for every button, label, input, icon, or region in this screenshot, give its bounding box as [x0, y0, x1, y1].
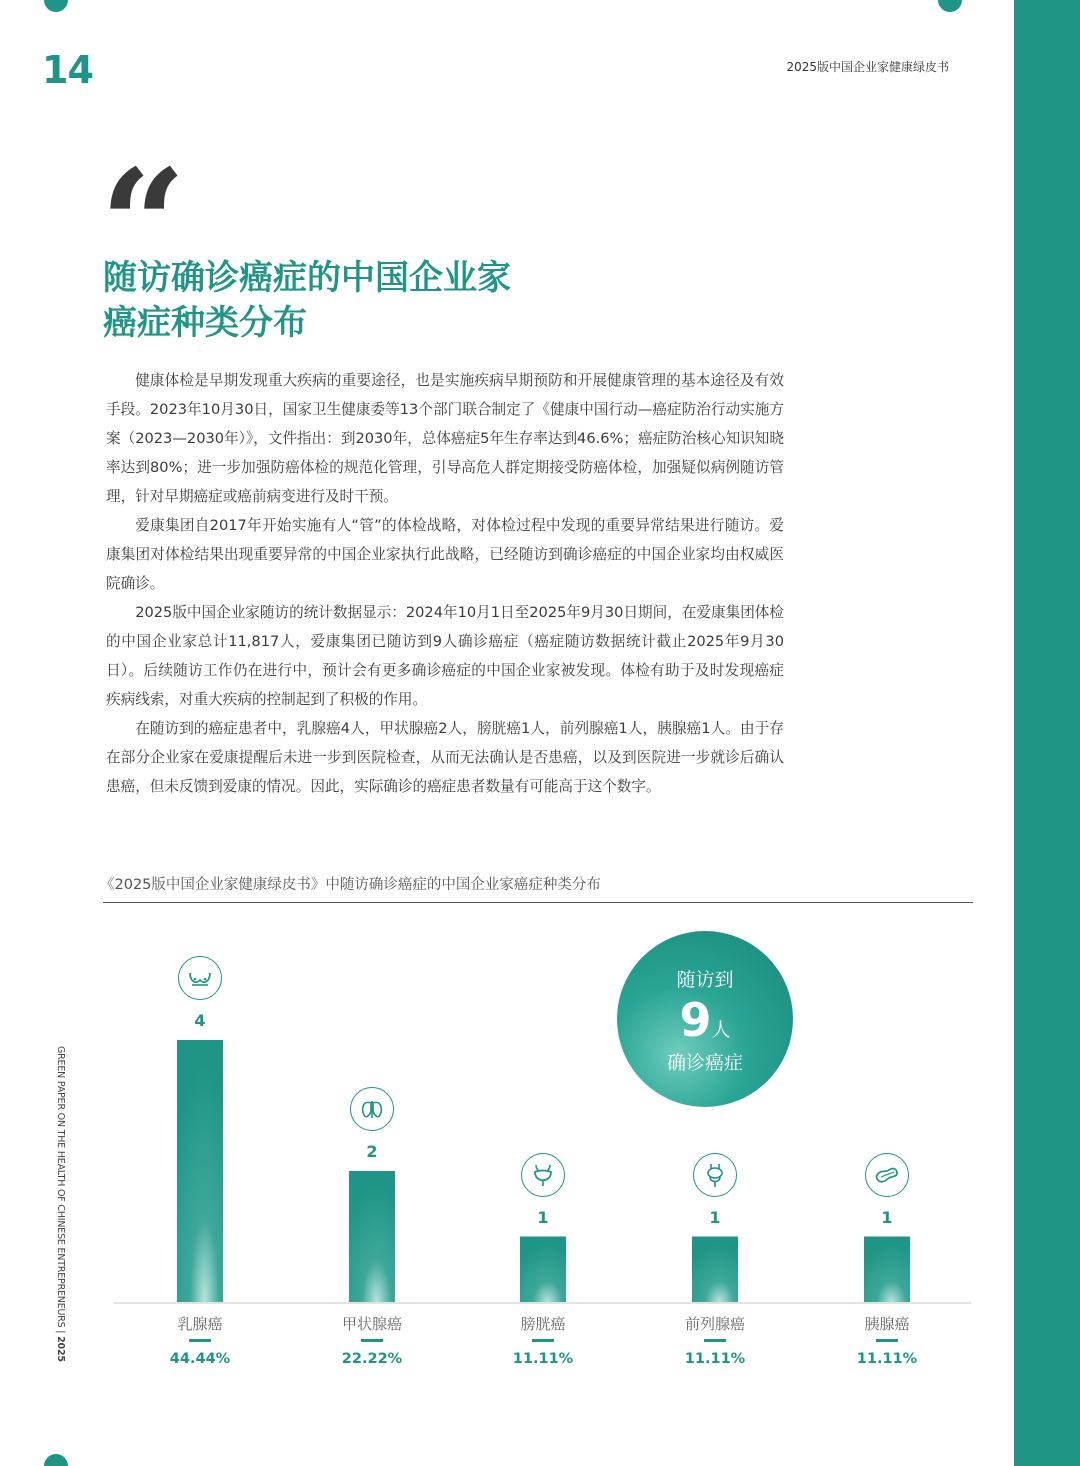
percentage-divider [876, 1339, 898, 1342]
breast-icon [178, 956, 222, 1000]
header-title: 2025版中国企业家健康绿皮书 [786, 60, 949, 74]
percentage-divider [532, 1339, 554, 1342]
bladder-icon [521, 1153, 565, 1197]
badge-number: 9 [679, 993, 712, 1047]
side-caption-text: GREEN PAPER ON THE HEALTH OF CHINESE ENTREPRENEURS [55, 1046, 66, 1328]
bar-4 [692, 1237, 738, 1303]
corner-dot-top-left [44, 0, 68, 12]
body-paragraph: 健康体检是早期发现重大疾病的重要途径，也是实施疾病早期预防和开展健康管理的基本途径及有效手段。2023年10月30日，国家卫生健康委等13个部门联合制定了《健康中国行动—癌症防治行动实施方案（2023—2030年）》，文件指出：到2030年，总体癌症5年生存率达到46.6%；癌症防治核心知识知晓率达到80%；进一步加强防癌体检的规范化管理，引导高危人群定期接受防癌体检，加强疑似病例随访管理，针对早期癌症或癌前病变进行及时干预。 [106, 372, 784, 505]
percentage-label: 44.44% [169, 1351, 231, 1367]
pancreas-icon [865, 1153, 909, 1197]
bar-2 [349, 1171, 395, 1302]
side-caption: GREEN PAPER ON THE HEALTH OF CHINESE ENTREPRENEURS | 2025 [55, 1046, 66, 1362]
quote-mark-icon: “ [100, 137, 187, 313]
category-label: 乳腺癌 [177, 1315, 223, 1333]
percentage-divider [189, 1339, 211, 1342]
bar-1 [177, 1040, 223, 1302]
body-text [106, 366, 784, 801]
category-label: 甲状腺癌 [341, 1315, 402, 1333]
page-title-line-2: 癌症种类分布 [103, 303, 307, 343]
body-paragraph: 在随访到的癌症患者中，乳腺癌4人，甲状腺癌2人，膀胱癌1人，前列腺癌1人，胰腺癌1人。由于存在部分企业家在爱康提醒后未进一步到医院检查，从而无法确认是否患癌，以及到医院进一步就诊后确认患癌，但未反馈到爱康的情况。因此，实际确诊的癌症患者数量有可能高于这个数字。 [106, 720, 784, 795]
percentage-label: 22.22% [341, 1351, 403, 1367]
side-caption-year: 2025 [55, 1336, 66, 1362]
bar-value-label: 4 [194, 1011, 206, 1030]
corner-dot-bottom-left [44, 1454, 68, 1466]
percentage-label: 11.11% [684, 1351, 746, 1367]
side-color-band [1014, 0, 1080, 1466]
percentage-label: 11.11% [512, 1351, 574, 1367]
category-label: 膀胱癌 [520, 1315, 566, 1333]
page-title [103, 256, 511, 346]
page-title-line-1: 随访确诊癌症的中国企业家 [103, 258, 511, 298]
prostate-icon [693, 1153, 737, 1197]
bar-value-label: 1 [709, 1207, 721, 1227]
figure-caption: 《2025版中国企业家健康绿皮书》中随访确诊癌症的中国企业家癌症种类分布 [100, 877, 601, 893]
page-number: 14 [42, 48, 93, 92]
body-paragraph: 2025版中国企业家随访的统计数据显示：2024年10月1日至2025年9月30日期间，在爱康集团体检的中国企业家总计11,817人，爱康集团已随访到9人确诊癌症（癌症随访数据统计截止2025年9月30日）。后续随访工作仍在进行中，预计会有更多确诊癌症的中国企业家被发现。体检有助于及时发现癌症疾病线索，对重大疾病的控制起到了积极的作用。 [106, 604, 784, 708]
category-label: 前列腺癌 [684, 1315, 745, 1333]
badge-top-text: 随访到 [676, 969, 734, 991]
thyroid-icon [350, 1087, 394, 1131]
caption-divider [103, 902, 973, 903]
percentage-label: 11.11% [856, 1351, 918, 1367]
bar-value-label: 2 [366, 1142, 378, 1161]
badge-count [617, 993, 793, 1047]
category-label: 胰腺癌 [864, 1315, 910, 1333]
badge-unit: 人 [711, 1019, 731, 1041]
percentage-divider [704, 1339, 726, 1342]
percentage-divider [361, 1339, 383, 1342]
corner-dot-top-right [938, 0, 962, 12]
bar-value-label: 1 [881, 1207, 893, 1227]
total-cases-badge [617, 931, 793, 1107]
bar-3 [520, 1237, 566, 1303]
bar-5 [864, 1237, 910, 1303]
bar-value-label: 1 [537, 1207, 549, 1227]
badge-bottom-text: 确诊癌症 [666, 1052, 743, 1074]
body-paragraph: 爱康集团自2017年开始实施有人“管”的体检战略，对体检过程中发现的重要异常结果进行随访。爱康集团对体检结果出现重要异常的中国企业家执行此战略，已经随访到确诊癌症的中国企业家均由权威医院确诊。 [106, 517, 784, 592]
